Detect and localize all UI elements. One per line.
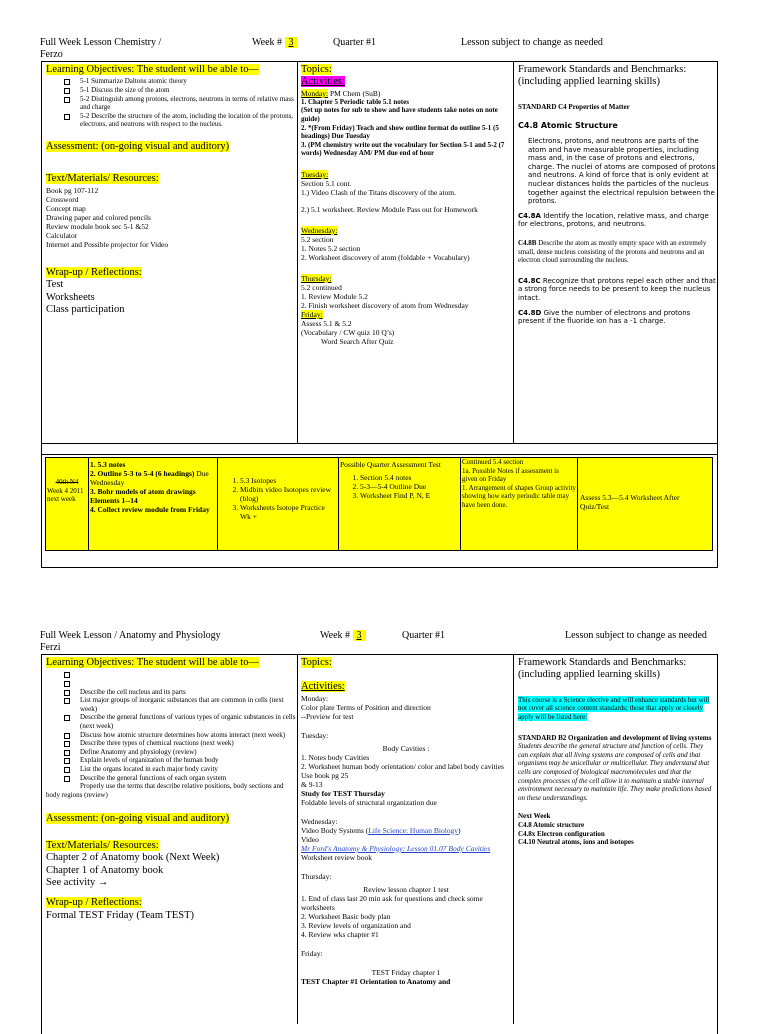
list-item: Discuss how atomic structure determines how atoms interact (next week): [46, 731, 296, 740]
anat-left-col: Learning Objectives: The student will be able to— Describe the cell nucleus and its parts List major groups of inorganic substances that are common in cells (next week) Describe the general functions of various types of organic substances in cells (next week) Discuss how atomic structure determines how atoms interact (next week) Describe three types of chemical reactions (next week) Define Anatomy and physiology (review) Explain levels of organization of the human body List the organs located in each major body cavity Describe the general functions of each organ system Properly use the terms that describe relative positions, body sections and body regions (review) Assessment: (on-going visual and auditory) Text/Materials/ Resources: Chapter 2 of Anatomy book (Next Week) Chapter 1 of Anatomy book See activity → Wrap-up / Reflections: Formal TEST Friday (Team TEST): [46, 657, 296, 921]
list-item: List major groups of inorganic substances that are common in cells (next week): [46, 696, 296, 713]
chem-week-number: 3: [285, 37, 298, 48]
list-item: Explain levels of organization of the human body: [46, 756, 296, 765]
list-item: 5-1 Discuss the size of the atom: [46, 86, 296, 95]
chem-materials-heading: Text/Materials/ Resources:: [46, 173, 159, 185]
anat-week-number: 3: [353, 630, 366, 641]
anat-wrapup-heading: Wrap-up / Reflections:: [46, 897, 142, 909]
list-item: Describe three types of chemical reactions (next week): [46, 739, 296, 748]
chem-objectives-list: [46, 77, 296, 129]
body-cavities-link[interactable]: Mr Ford's Anatomy & Physiology: Lesson 01.07 Body Cavities: [301, 843, 491, 853]
anat-standards-heading: Framework Standards and Benchmarks: (including applied learning skills): [518, 657, 687, 681]
chem-activities-heading: Activities:: [301, 76, 345, 88]
anat-topics-col: Topics: Activities: Monday: Color plate Terms of Position and direction --Preview for test Tuesday: Body Cavities : 1. Notes body Cavities 2. Worksheet human body orientation/ color and label body cavities Use book pg 25 & 9-13 Study for TEST Thursday Foldable levels of structural organization due Wednesday: Video Body Systems (Life Science: Human Biology) Video Mr Ford's Anatomy & Physiology: Lesson 01.07 Body Cavities Worksheet review book Thursday: Review lesson chapter 1 test 1. End of class last 20 min ask for questions and check some worksheets 2. Worksheet Basic body plan 3. Review levels of organization and 4. Review wks chapter #1 Friday: TEST Friday chapter 1 TEST Chapter #1 Orientation to Anatomy and: [301, 657, 504, 986]
anat-title: Full Week Lesson / Anatomy and Physiology: [40, 630, 221, 641]
anat-note: Lesson subject to change as needed: [565, 630, 707, 641]
list-item: List the organs located in each major body cavity: [46, 765, 296, 774]
list-item: 5-2 Describe the structure of the atom, including the location of the protons, electrons, and neutrons with respect to the nucleus.: [46, 112, 296, 129]
chem-quarter: Quarter #1: [333, 37, 377, 48]
anat-materials-list: Chapter 2 of Anatomy book (Next Week) Chapter 1 of Anatomy book See activity →: [46, 852, 220, 888]
chem-topics-heading: Topics:: [301, 64, 332, 75]
chem-assessment: Assessment: (on-going visual and auditory): [46, 140, 230, 152]
list-item: Describe the general functions of various types of organic substances in cells (next week): [46, 713, 296, 730]
anat-week: Week # 3: [320, 630, 366, 642]
chem-topics-col: Topics: Activities: Monday: PM Chem (SuB) 1. Chapter 5 Periodic table 5.1 notes (Set up notes for sub to show and have students take notes on note guide) 2. *(From Friday) Teach and show outline format do outline 5-1 (5 headings) Due Tuesday 3. (PM chemistry write out the vocabulary for Section 5-1 and 5-2 (7 words) Wednesday AM/ PM due end of hour Tuesday: Section 5.1 cont. 1.) Video Clash of the Titans discovery of the atom. 2.) 5.1 worksheet. Review Module Pass out for Homework Wednesday: 5.2 section 1. Notes 5.2 section 2. Worksheet discovery of atom (foldable + Vocabulary) Thursday: 5.2 continued 1. Review Module 5.2 2. Finish worksheet discovery of atom from Wednesday Friday: Assess 5.1 & 5.2 (Vocabulary / CW quiz 10 Q’s) Word Search After Quiz: [301, 64, 505, 346]
list-item: 5-1 Summarize Daltons atomic theory: [46, 77, 296, 86]
chem-materials-list: Book pg 107-112 Crossword Concept map Drawing paper and colored pencils Review module book sec 5-1 &52 Calculator Internet and Possible projector for Video: [46, 185, 169, 249]
chem-wrapup-list: Test Worksheets Class participation: [46, 279, 125, 315]
chem-week: Week # 3: [252, 37, 298, 49]
anat-elective-note: This course is a Science elective and will enhance standards but will not cover all science content standards; those that apply or closely apply will be listed here:: [518, 695, 710, 721]
chem-week4-thursday: Continued 5.4 section 1a. Possible Notes if assessment is given on Friday 1. Arrangement of shapes Group activity showing how early periodic table may have been done.: [462, 458, 576, 509]
list-item: Describe the cell nucleus and its parts: [46, 688, 296, 697]
chem-wrapup-heading: Wrap-up / Reflections:: [46, 266, 142, 278]
anat-materials-heading: Text/Materials/ Resources:: [46, 839, 159, 851]
anat-assessment: Assessment: (on-going visual and auditory): [46, 813, 230, 825]
chem-note: Lesson subject to change as needed: [461, 37, 603, 48]
chem-title: Full Week Lesson Chemistry /: [40, 37, 162, 48]
chem-week4-wednesday: Possible Quarter Assessment Test 1. Section 5.4 notes 2. 5-3—5-4 Outline Due 3. Worksheet Find P, N, E: [340, 460, 459, 550]
list-item: [46, 670, 296, 679]
list-item: [46, 679, 296, 688]
chem-week4-monday: 1. 5.3 notes 2. Outline 5-3 to 5-4 (6 headings) Due Wednesday 3. Bohr models of atom drawings Elements 1--14 4. Collect review module from Friday: [90, 460, 210, 514]
anat-topics-heading: Topics:: [301, 657, 332, 668]
anat-objectives-heading: Learning Objectives: The student will be able to—: [46, 657, 259, 668]
anat-activities-heading: Activities:: [301, 681, 345, 693]
chem-standards-col: Framework Standards and Benchmarks: (including applied learning skills) STANDARD C4 Properties of Matter C4.8 Atomic Structure Electrons, protons, and neutrons are parts of the atom and have measurable properties, including mass and, in the case of protons and electrons, charge. The nuclei of atoms are composed of protons and neutrons. A kind of force that is only evident at nuclear distances holds the particles of the nucleus together against the electrical repulsion between the protons. C4.8A Identify the location, relative mass, and charge for electrons, protons, and neutrons. C4.8B Describe the atom as mostly empty space with an extremely small, dense nucleus consisting of the protons and neutrons and an electron cloud surrounding the nucleus. C4.8C Recognize that protons repel each other and that a strong force needs to be present to keep the nucleus intact. C4.8D Give the number of electrons and protons present if the fluoride ion has a -1 charge.: [518, 64, 716, 326]
anat-teacher-name: Ferzi: [40, 642, 61, 653]
body-systems-link[interactable]: Life Science: Human Biology: [368, 825, 459, 835]
list-item: Describe the general functions of each organ system: [46, 774, 296, 783]
chem-left-col: [46, 64, 296, 442]
chem-week4-tuesday: 1. 5.3 Isotopes 2. Midbits video Isotopes review (blog) 3. Worksheets Isotope Practice Wk +: [220, 476, 337, 548]
anat-standards-col: Framework Standards and Benchmarks: (including applied learning skills) This course is a Science elective and will enhance standards but will not cover all science content standards; those that apply or closely apply will be listed here: STANDARD B2 Organization and development of living systems Students describe the general structure and function of cells. They can explain that all living systems are composed of cells and that organisms may be unicellular or multicellular. They understand that cells are composed of biological macromolecules and that the complex processes of the cell allow it to maintain a stable internal environment necessary to maintain life. They make predictions based on these understandings. Next Week C4.8 Atomic structure C4.8x Electron configuration C4.10 Neutral atoms, ions and isotopes: [518, 657, 714, 1024]
chem-objectives-heading: Learning Objectives: The student will be able to—: [46, 64, 259, 75]
anat-objectives-list: [46, 670, 296, 782]
anat-wrapup-item: Formal TEST Friday (Team TEST): [46, 909, 194, 921]
chem-teacher-name: Ferzo: [40, 49, 63, 60]
chem-standards-heading: Framework Standards and Benchmarks: (including applied learning skills): [518, 64, 687, 88]
anat-quarter: Quarter #1: [402, 630, 446, 641]
chem-week4-label: 40th N4 Week 4 2011 next week: [47, 478, 84, 504]
chem-week4-friday: Assess 5.3—5.4 Worksheet After Quiz/Test: [580, 493, 680, 511]
list-item: 5-2 Distinguish among protons, electrons, neutrons in terms of relative mass and charge: [46, 95, 296, 112]
list-item: Define Anatomy and physiology (review): [46, 748, 296, 757]
